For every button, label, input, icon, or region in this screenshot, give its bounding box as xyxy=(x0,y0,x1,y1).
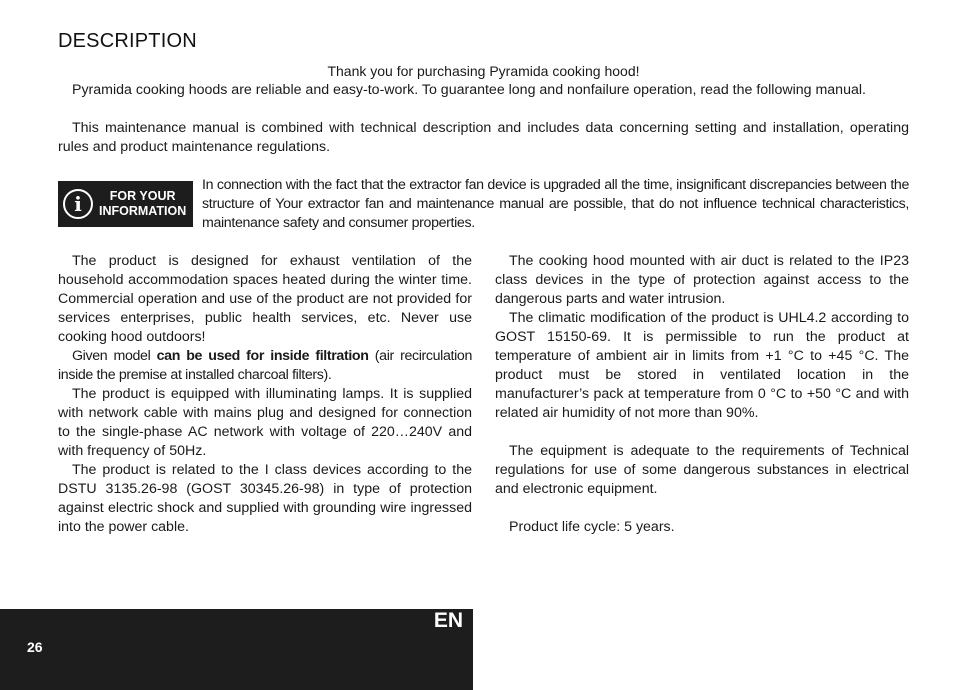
paragraph-gap xyxy=(495,499,909,518)
left-paragraph-3: The product is equipped with illuminating lamps. It is supplied with network cable with mains plug and designed for connection to the single-phase AC network with voltage of 220…240V and with frequency of 50Hz. xyxy=(58,386,472,459)
inside-filtration-emphasis: can be used for inside filtration xyxy=(156,348,369,364)
footer-bar xyxy=(0,609,473,690)
left-paragraph-1: The product is designed for exhaust ventilation of the household accommodation spaces heated during the winter time. Commercial operation and use of the product are not provided for services enterprises, public health services, etc. Never use cooking hood outdoors! xyxy=(58,253,472,345)
thanks-line: Thank you for purchasing Pyramida cooking hood! xyxy=(327,63,640,79)
info-label-line1: FOR YOUR xyxy=(109,189,176,203)
info-icon: i xyxy=(63,189,93,219)
page-title: DESCRIPTION xyxy=(58,30,197,52)
right-paragraph-3: The equipment is adequate to the requirements of Technical regulations for use of some dangerous substances in electrical and electronic equipment. xyxy=(495,443,909,497)
left-paragraph-4: The product is related to the I class devices according to the DSTU 3135.26-98 (GOST 30345.26-98) in type of protection against electric shock and supplied with grounding wire ingressed into the power cable. xyxy=(58,462,472,535)
language-label: EN xyxy=(433,609,463,632)
right-paragraph-4: Product life cycle: 5 years. xyxy=(509,519,675,535)
intro-paragraph-1: Pyramida cooking hoods are reliable and easy-to-work. To guarantee long and nonfailure operation, read the following manual. xyxy=(72,82,866,98)
left-paragraph-2-end: (air recirculation inside the premise at installed charcoal filters). xyxy=(58,348,473,383)
right-column xyxy=(495,252,909,537)
paragraph-gap xyxy=(495,423,909,442)
right-paragraph-1: The cooking hood mounted with air duct is related to the IP23 class devices in the type of protection against access to the dangerous parts and water intrusion. xyxy=(495,253,909,307)
info-notice-text: In connection with the fact that the extractor fan device is upgraded all the time, insignificant discrepancies between the structure of Your extractor fan and maintenance manual are possible, that do not influence technical characteristics, maintenance safety and consumer properties. xyxy=(202,177,909,231)
info-label xyxy=(99,189,186,219)
left-column xyxy=(58,252,472,537)
intro-paragraph-2: This maintenance manual is combined with technical description and includes data concerning setting and installation, operating rules and product maintenance regulations. xyxy=(58,120,909,155)
page-number: 26 xyxy=(27,639,43,655)
info-badge xyxy=(58,181,193,227)
left-paragraph-2-start: Given model xyxy=(72,348,157,364)
right-paragraph-2: The climatic modification of the product is UHL4.2 according to GOST 15150-69. It is permissible to run the product at temperature of ambient air in limits from +1 °C to +45 °C. The product must be stored in ventilated location in the manufacturer’s pack at temperature from 0 °C to +50 °C and with related air humidity of not more than 90%. xyxy=(495,310,909,421)
info-label-line2: INFORMATION xyxy=(99,204,187,218)
left-paragraph-2 xyxy=(58,347,472,385)
